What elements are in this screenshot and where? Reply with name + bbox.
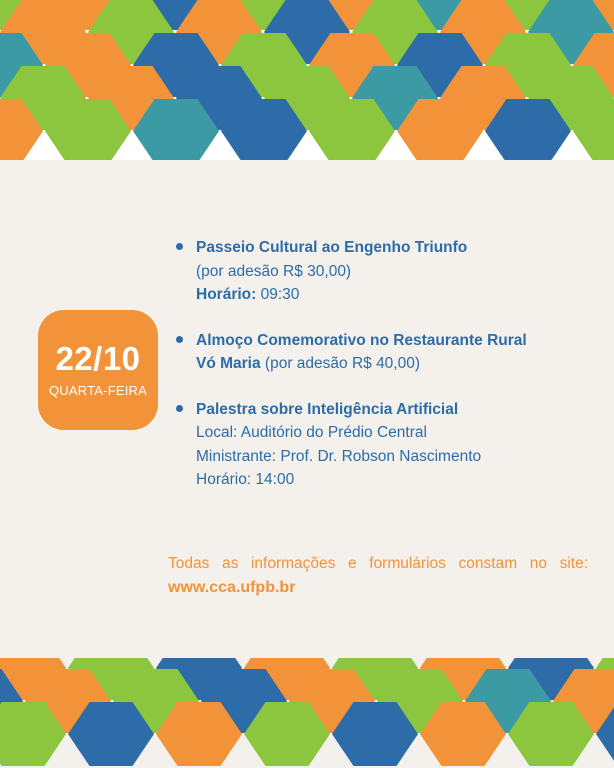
item-time-label: Horário: bbox=[196, 286, 257, 304]
hex-tile bbox=[0, 702, 66, 766]
footer-note bbox=[168, 552, 588, 601]
item-title: Passeio Cultural ao Engenho Triunfo bbox=[196, 239, 468, 256]
item-title: Almoço Comemorativo no Restaurante Rural bbox=[196, 331, 527, 349]
date-badge-weekday: QUARTA-FEIRA bbox=[49, 383, 147, 399]
list-item bbox=[176, 329, 586, 376]
hex-tile bbox=[309, 99, 395, 160]
schedule-list bbox=[176, 236, 586, 514]
item-price: (por adesão R$ 30,00) bbox=[196, 262, 352, 280]
hex-tile bbox=[45, 99, 131, 160]
hex-tile bbox=[420, 702, 506, 766]
hex-tile bbox=[397, 99, 483, 160]
hex-tile bbox=[68, 702, 154, 766]
bottom-decorative-band bbox=[0, 658, 614, 768]
website-link[interactable]: www.cca.ufpb.br bbox=[168, 579, 296, 597]
top-decorative-band bbox=[0, 0, 614, 160]
item-speaker: Ministrante: Prof. Dr. Robson Nascimento bbox=[196, 447, 482, 465]
hex-tile bbox=[221, 99, 307, 160]
bullet-icon bbox=[176, 405, 183, 412]
item-price: (por adesão R$ 40,00) bbox=[260, 355, 421, 373]
item-venue-name: Vó Maria bbox=[196, 355, 261, 373]
item-time-value: 09:30 bbox=[256, 286, 300, 304]
hex-tile bbox=[0, 99, 43, 160]
list-item bbox=[176, 398, 586, 492]
hex-tile bbox=[133, 99, 219, 160]
hex-tile bbox=[244, 702, 330, 766]
date-badge bbox=[38, 310, 158, 430]
hex-tile bbox=[156, 702, 242, 766]
hex-row bbox=[0, 702, 614, 768]
date-badge-day: 22/10 bbox=[55, 339, 141, 377]
hex-tile bbox=[573, 99, 614, 160]
item-time bbox=[196, 283, 586, 307]
item-location: Local: Auditório do Prédio Central bbox=[196, 424, 427, 442]
bullet-icon bbox=[176, 336, 183, 343]
list-item bbox=[176, 236, 586, 307]
item-title: Palestra sobre Inteligência Artificial bbox=[196, 400, 459, 418]
bullet-icon bbox=[176, 243, 183, 250]
hex-tile bbox=[508, 702, 594, 766]
footer-note-text: Todas as informações e formulários constam no site: bbox=[168, 555, 588, 572]
hex-tile bbox=[485, 99, 571, 160]
hex-row bbox=[0, 99, 614, 160]
item-time: Horário: 14:00 bbox=[196, 471, 295, 489]
item-subtitle bbox=[196, 352, 586, 376]
hex-tile bbox=[596, 702, 614, 766]
hex-tile bbox=[332, 702, 418, 766]
